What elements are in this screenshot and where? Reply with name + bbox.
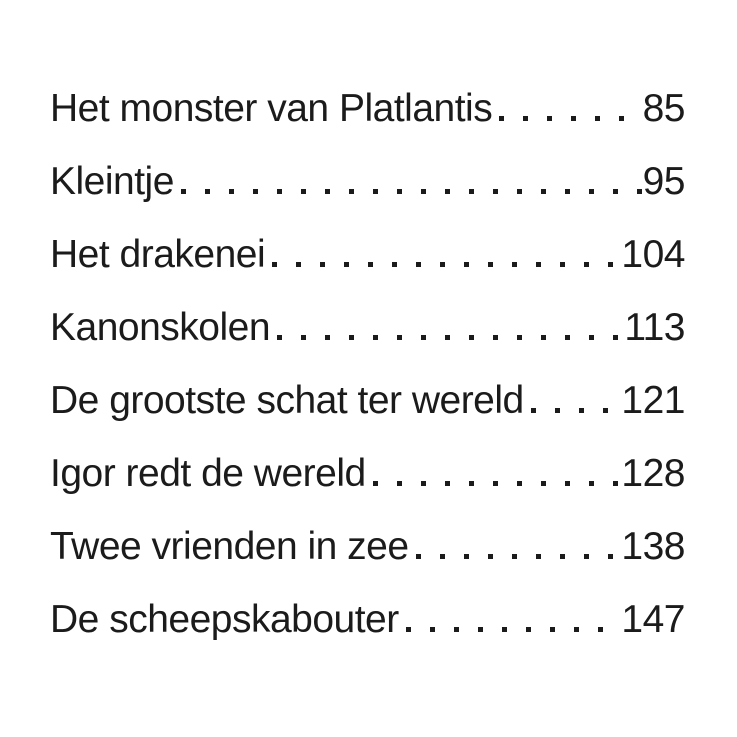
page-number: 121 (621, 379, 685, 422)
chapter-title: Kanonskolen (50, 306, 271, 349)
chapter-title: De grootste schat ter wereld (50, 379, 524, 422)
chapter-title: Het monster van Platlantis (50, 87, 493, 130)
dot-leader (373, 481, 622, 486)
chapter-title: Kleintje (50, 160, 174, 203)
chapter-title: De scheepskabouter (50, 598, 399, 641)
toc-entry (50, 291, 685, 364)
toc-entry (50, 218, 685, 291)
dot-leader (499, 116, 642, 121)
dot-leader (277, 335, 624, 340)
toc-entry (50, 510, 685, 583)
page-number: 128 (621, 452, 685, 495)
toc-entry (50, 583, 685, 656)
toc-entry (50, 364, 685, 437)
table-of-contents (50, 72, 685, 656)
dot-leader (272, 262, 621, 267)
page-number: 85 (642, 87, 685, 130)
chapter-title: Twee vrienden in zee (50, 525, 409, 568)
dot-leader (416, 554, 622, 559)
page-number: 113 (624, 306, 685, 349)
dot-leader (406, 627, 622, 632)
toc-entry (50, 72, 685, 145)
page-number: 104 (621, 233, 685, 276)
page-number: 147 (621, 598, 685, 641)
page-number: 138 (621, 525, 685, 568)
dot-leader (181, 189, 643, 194)
toc-entry (50, 145, 685, 218)
dot-leader (531, 408, 622, 413)
chapter-title: Het drakenei (50, 233, 266, 276)
toc-entry (50, 437, 685, 510)
chapter-title: Igor redt de wereld (50, 452, 366, 495)
page-number: 95 (642, 160, 685, 203)
